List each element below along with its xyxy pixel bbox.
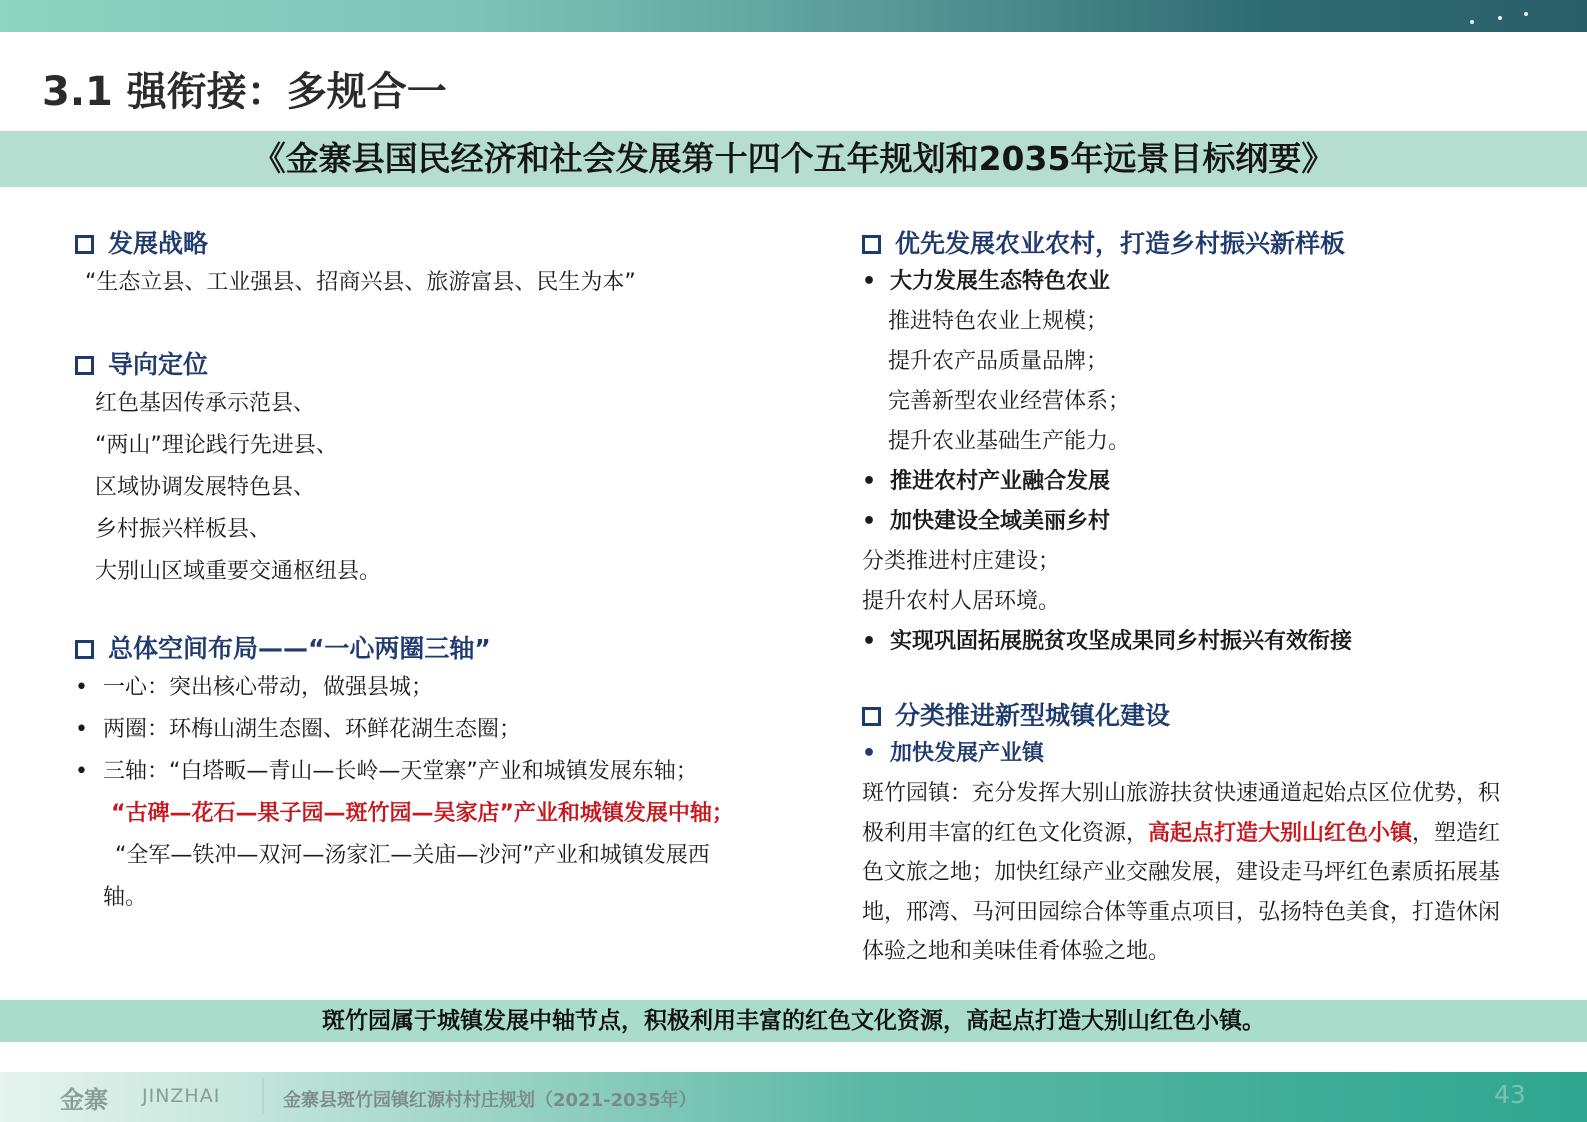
agri-subitem: 提升农业基础生产能力。 bbox=[888, 429, 1131, 454]
urban-bullet: • 加快发展产业镇 bbox=[862, 734, 1522, 774]
orientation-item: 区域协调发展特色县、 bbox=[95, 475, 316, 500]
agri-bullet: • 加快建设全域美丽乡村 bbox=[862, 502, 1522, 542]
right-column bbox=[862, 226, 1522, 972]
heading-text: 总体空间布局——“一心两圈三轴” bbox=[108, 634, 491, 663]
middle-axis-highlight: “古碑—花石—果子园—斑竹园—吴家店”产业和城镇发展中轴； bbox=[111, 801, 734, 826]
checkbox-square-icon bbox=[75, 640, 94, 659]
heading-text: 分类推进新型城镇化建设 bbox=[895, 701, 1171, 730]
banzhuyuan-paragraph bbox=[862, 774, 1510, 972]
agri-subitem: 提升农产品质量品牌； bbox=[888, 349, 1109, 374]
footer-brand-en: JINZHAI bbox=[142, 1085, 221, 1107]
top-decoration-strip bbox=[0, 0, 1587, 32]
page-number: 43 bbox=[1494, 1080, 1526, 1109]
section-heading-orientation bbox=[75, 347, 815, 383]
checkbox-square-icon bbox=[75, 356, 94, 375]
section-heading-strategy bbox=[75, 226, 815, 262]
heading-text: 导向定位 bbox=[108, 350, 209, 379]
decor-dot bbox=[1498, 16, 1502, 20]
red-town-highlight: 高起点打造大别山红色小镇 bbox=[1148, 820, 1413, 846]
agri-subitem: 推进特色农业上规模； bbox=[888, 309, 1109, 334]
heading-text: 发展战略 bbox=[108, 229, 209, 258]
heading-text: 优先发展农业农村，打造乡村振兴新样板 bbox=[895, 229, 1346, 258]
plan-title-text: 《金寨县国民经济和社会发展第十四个五年规划和2035年远景目标纲要》 bbox=[252, 139, 1335, 178]
west-axis-line: “全军—铁冲—双河—汤家汇—关庙—沙河”产业和城镇发展西 bbox=[115, 843, 710, 868]
orientation-item: 大别山区域重要交通枢纽县。 bbox=[95, 559, 382, 584]
footer-brand: 金寨 bbox=[60, 1086, 108, 1114]
strategy-text: “生态立县、工业强县、招商兴县、旅游富县、民生为本” bbox=[85, 270, 636, 295]
checkbox-square-icon bbox=[862, 235, 881, 254]
decor-dot bbox=[1470, 20, 1474, 24]
footer bbox=[0, 1072, 1587, 1122]
section-heading-agriculture bbox=[862, 226, 1522, 262]
layout-bullet: • 一心：突出核心带动，做强县城； bbox=[75, 667, 815, 709]
section-heading-urbanization bbox=[862, 698, 1522, 734]
layout-bullet: • 三轴：“白塔畈—青山—长岭—天堂寨”产业和城镇发展东轴； bbox=[75, 751, 815, 793]
orientation-item: 红色基因传承示范县、 bbox=[95, 391, 316, 416]
footer-divider bbox=[262, 1078, 264, 1114]
west-axis-line-end: 轴。 bbox=[103, 885, 148, 910]
section-heading-layout bbox=[75, 631, 815, 667]
left-column bbox=[75, 226, 815, 919]
checkbox-square-icon bbox=[75, 235, 94, 254]
layout-bullet: • 两圈：环梅山湖生态圈、环鲜花湖生态圈； bbox=[75, 709, 815, 751]
orientation-item: “两山”理论践行先进县、 bbox=[95, 433, 338, 458]
footer-project-title: 金寨县斑竹园镇红源村村庄规划（2021-2035年） bbox=[283, 1090, 697, 1111]
village-subitem: 提升农村人居环境。 bbox=[862, 589, 1061, 614]
paragraph-text: 斑竹园镇：充分发挥大别山旅游扶贫快速通道起始点区位优势，积极利用丰富的红色文化资源， bbox=[862, 781, 1501, 846]
summary-text: 斑竹园属于城镇发展中轴节点，积极利用丰富的红色文化资源，高起点打造大别山红色小镇。 bbox=[322, 1008, 1265, 1034]
agri-bullet: • 实现巩固拓展脱贫攻坚成果同乡村振兴有效衔接 bbox=[862, 622, 1522, 662]
decor-dot bbox=[1524, 12, 1528, 16]
agri-bullet: • 大力发展生态特色农业 bbox=[862, 262, 1522, 302]
summary-bar bbox=[0, 1000, 1587, 1042]
paragraph-text: ，塑造红色文旅之地；加快红绿产业交融发展，建设走马坪红色素质拓展基地，邢湾、马河田园综合体等重点项目，弘扬特色美食，打造休闲体验之地和美味佳肴体验之地。 bbox=[862, 820, 1501, 964]
plan-title-banner bbox=[0, 131, 1587, 187]
village-subitem: 分类推进村庄建设； bbox=[862, 549, 1061, 574]
page-title: 3.1 强衔接：多规合一 bbox=[42, 69, 447, 115]
agri-bullet: • 推进农村产业融合发展 bbox=[862, 462, 1522, 502]
orientation-item: 乡村振兴样板县、 bbox=[95, 517, 272, 542]
checkbox-square-icon bbox=[862, 707, 881, 726]
agri-subitem: 完善新型农业经营体系； bbox=[888, 389, 1131, 414]
